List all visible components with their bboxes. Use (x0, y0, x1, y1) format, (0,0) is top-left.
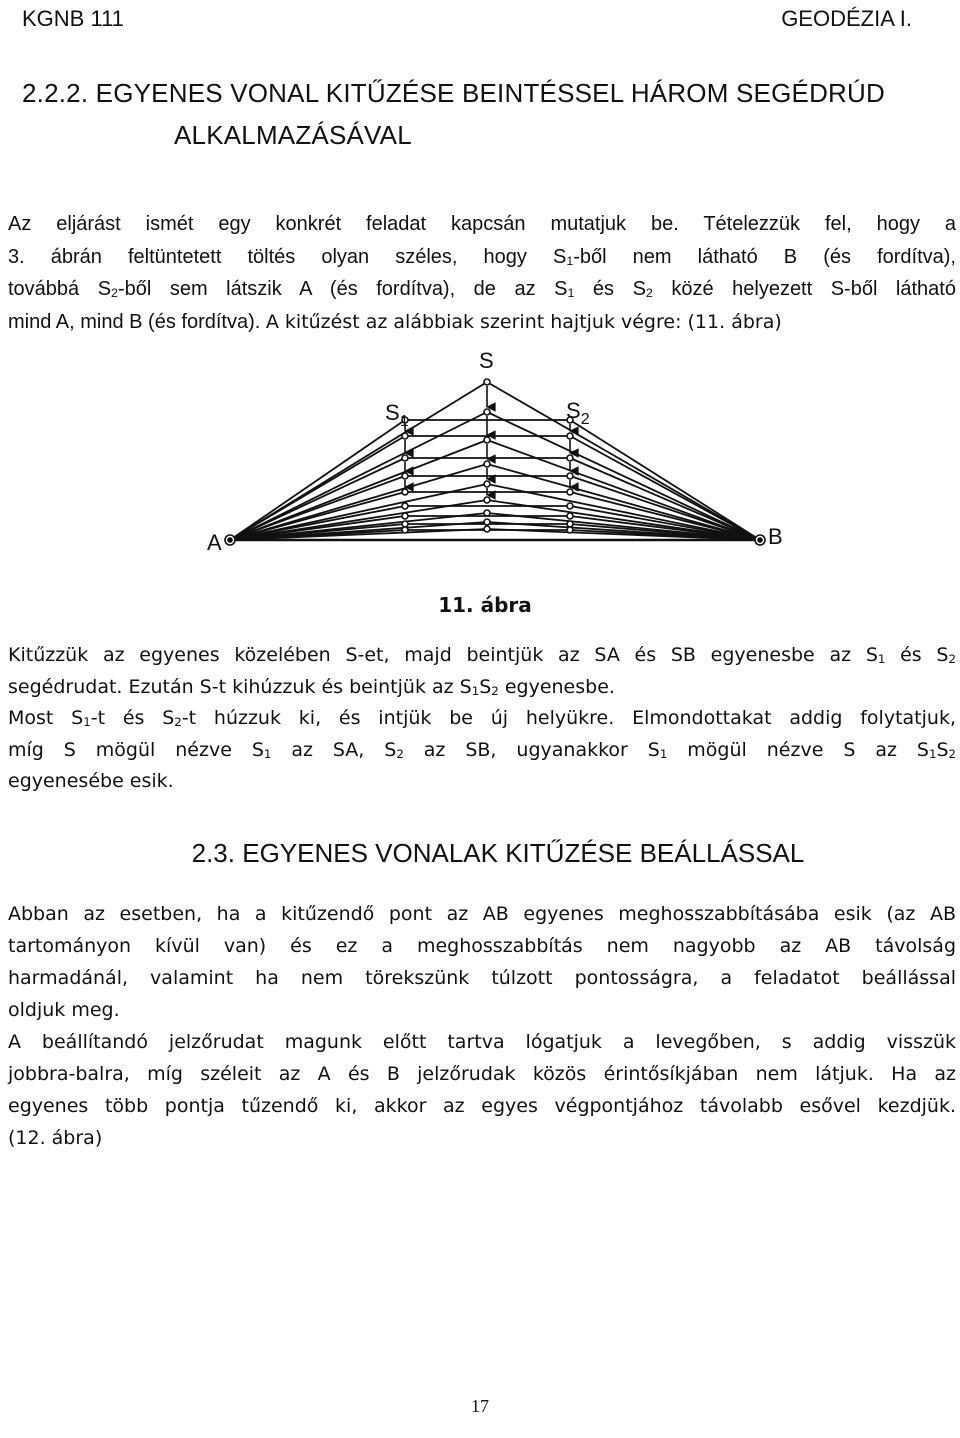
sighting-lines (230, 382, 760, 540)
section-title: EGYENES VONALAK KITŰZÉSE BEÁLLÁSSAL (242, 838, 805, 868)
section-2-body (8, 898, 956, 1154)
rod-point (484, 510, 490, 516)
label-S: S (479, 348, 494, 373)
procedure-line: Most $S_1-t$ és $S_2-t$ húzzuk ki, és intjük be új helyükre. Elmondottakat addig folytatjuk, (8, 707, 956, 730)
rod-point (567, 513, 573, 519)
rod-point (402, 433, 408, 439)
label-A: A (207, 530, 222, 555)
rod-point (567, 489, 573, 495)
rod-point (484, 519, 490, 525)
rod-point (402, 473, 408, 479)
section-heading-line1: 2.2.2. EGYENES VONAL KITŰZÉSE BEINTÉSSEL HÁROM SEGÉDRÚD (22, 78, 885, 108)
section-heading-2 (0, 838, 960, 869)
section-heading-line2: ALKALMAZÁSÁVAL (174, 120, 412, 150)
label-B: B (768, 524, 783, 549)
rod-point (484, 526, 490, 532)
header-subject: GEODÉZIA I. (781, 6, 912, 31)
body-line: tartományon kívül van) és ez a meghosszabbítás nem nagyobb az AB távolság (8, 935, 956, 957)
line-A-to-S1 (230, 420, 405, 540)
rod-point (758, 538, 762, 542)
rod-point (567, 503, 573, 509)
rod-point (567, 521, 573, 527)
procedure-line: míg S mögül nézve $S_1$ az SA, $S_2$ az SB, ugyanakkor $S_1$ mögül nézve S az $S_1S_2$ (8, 738, 957, 761)
body-line: (12. ábra) (8, 1127, 103, 1149)
rod-point (567, 433, 573, 439)
body-line: oldjuk meg. (8, 999, 120, 1021)
figure-caption: 11. ábra (438, 593, 532, 617)
body-line: egyenes több pontja tűzendő ki, akkor az egyes végpontjához távolabb esővel kezdjük. (8, 1095, 956, 1117)
rod-point (567, 527, 573, 533)
body-line: jobbra-balra, míg széleit az A és B jelzőrudak közös érintősíkjában nem látjuk. Ha az (8, 1063, 956, 1085)
header-course-code: KGNB 111 (22, 6, 124, 31)
section-number: 2.3. (191, 838, 235, 868)
body-line: harmadánál, valamint ha nem törekszünk túlzott pontosságra, a feladatot beállással (8, 967, 956, 989)
body-line: A beállítandó jelzőrudat magunk előtt tartva lógatjuk a levegőben, s addig visszük (8, 1031, 956, 1053)
intro-paragraph (8, 208, 956, 338)
intro-line: továbbá $S_2$-ből sem látszik A (és fordítva), de az $S_1$ és $S_2$ közé helyezett S-ből látható (8, 278, 956, 301)
rod-point (402, 489, 408, 495)
rod-point (484, 437, 490, 443)
rod-point (402, 503, 408, 509)
procedure-line: segédrudat. Ezután S-t kihúzzuk és beintjük az $S_1S_2$ egyenesbe. (8, 675, 615, 698)
rod-point (484, 379, 490, 385)
rod-point (402, 521, 408, 527)
rod-point (567, 473, 573, 479)
intro-line: mind A, mind B (és fordítva). A kitűzést az alábbiak szerint hajtjuk végre: (11. ábra) (8, 310, 782, 333)
body-line: Abban az esetben, ha a kitűzendő pont az AB egyenes meghosszabbításába esik (az AB (8, 903, 956, 925)
procedure-paragraph (8, 640, 956, 798)
intro-line: Az eljárást ismét egy konkrét feladat kapcsán mutatjuk be. Tételezzük fel, hogy a (8, 213, 956, 235)
label-S1: $S_1$ (385, 400, 409, 430)
rod-point (402, 527, 408, 533)
rod-point (484, 461, 490, 467)
rod-point (567, 455, 573, 461)
procedure-line: Kitűzzük az egyenes közelében S-et, majd beintjük az SA és SB egyenesbe az $S_1$ és $S_2$ (8, 644, 956, 667)
rod-point (228, 538, 232, 542)
rod-point (484, 481, 490, 487)
rod-point (402, 455, 408, 461)
procedure-line: egyenesébe esik. (8, 770, 174, 792)
rod-point (484, 409, 490, 415)
label-S2: $S_2$ (566, 398, 590, 428)
figure-11-diagram (200, 340, 800, 580)
rod-point (484, 497, 490, 503)
rod-point (402, 513, 408, 519)
intro-line: 3. ábrán feltüntetett töltés olyan széles, hogy $S_1$-ből nem látható B (és fordítva), (8, 245, 956, 268)
page-number: 17 (471, 1396, 489, 1416)
